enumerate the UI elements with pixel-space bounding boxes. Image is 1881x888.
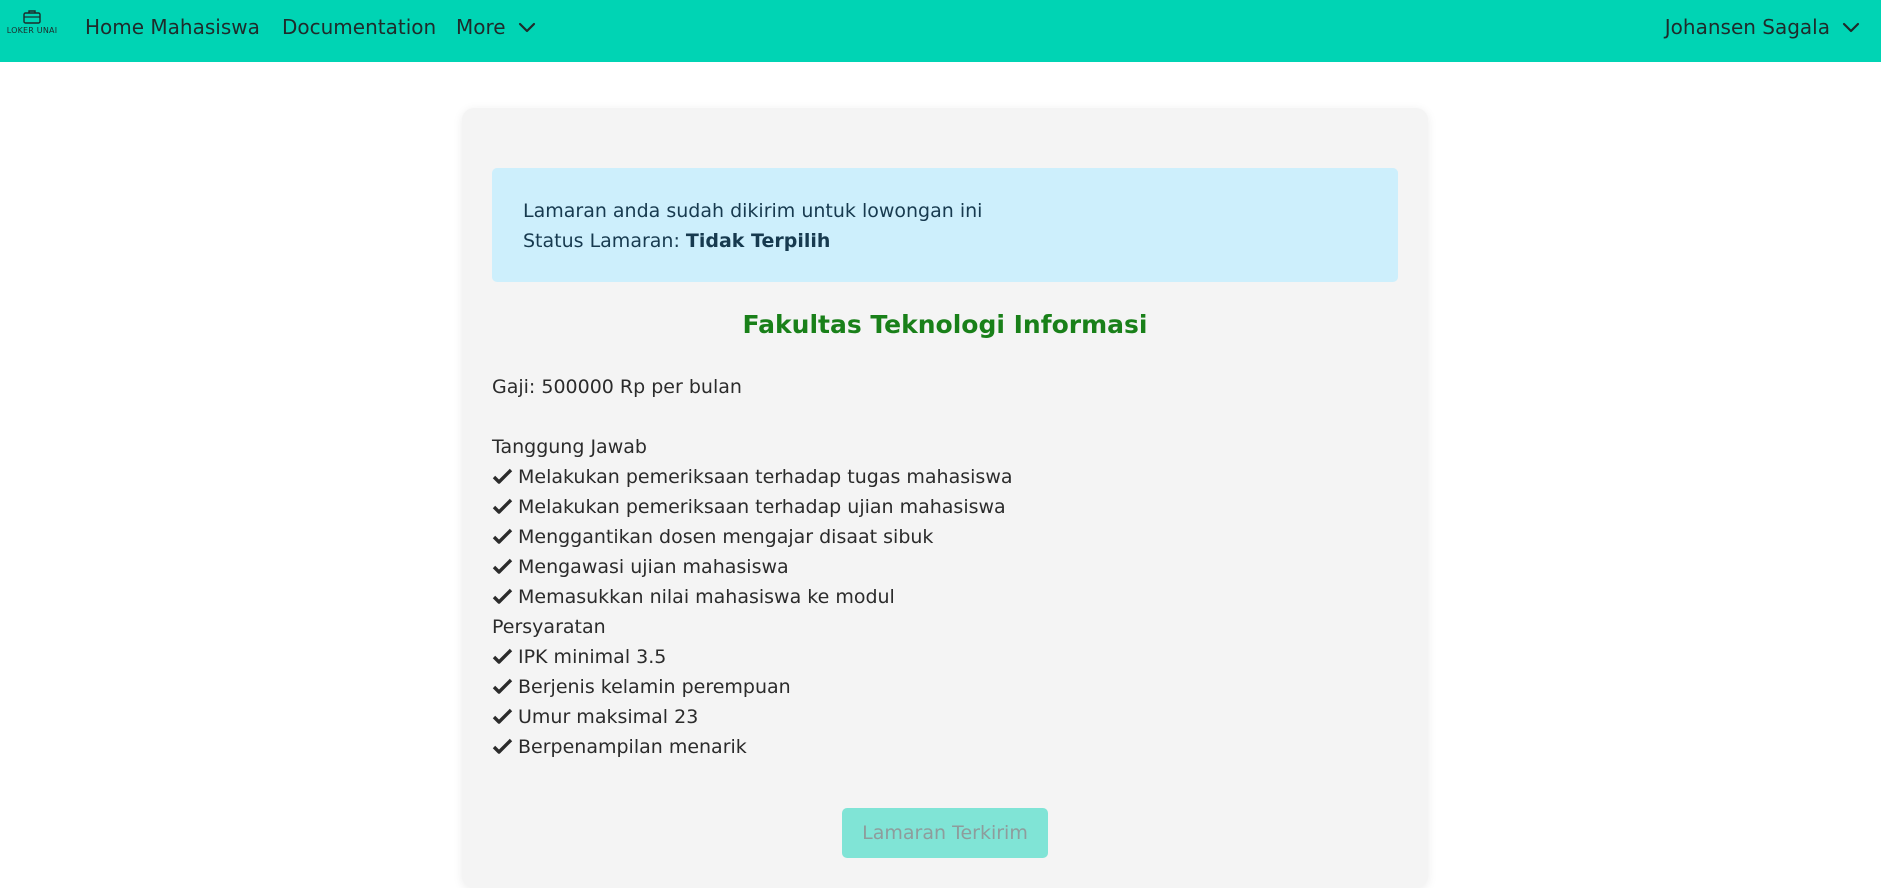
nav-documentation[interactable]: Documentation [282, 15, 437, 39]
list-item [492, 672, 1392, 702]
responsibilities-section [492, 432, 1392, 612]
app-logo[interactable] [8, 9, 56, 41]
responsibility-text: Memasukkan nilai mahasiswa ke modul [518, 586, 895, 608]
responsibility-text: Melakukan pemeriksaan terhadap tugas mahasiswa [518, 466, 1013, 488]
check-icon [492, 588, 514, 606]
list-item [492, 492, 1392, 522]
check-icon [492, 498, 514, 516]
chevron-down-icon [518, 14, 536, 40]
requirements-heading: Persyaratan [492, 616, 606, 638]
nav-more-dropdown[interactable] [456, 14, 536, 40]
check-icon [492, 738, 514, 756]
status-value: Tidak Terpilih [685, 230, 831, 252]
briefcase-icon [22, 9, 42, 25]
chevron-down-icon [1842, 14, 1860, 40]
responsibilities-heading: Tanggung Jawab [492, 436, 647, 458]
list-item [492, 702, 1392, 732]
nav-home-mahasiswa[interactable]: Home Mahasiswa [85, 15, 260, 39]
check-icon [492, 678, 514, 696]
alert-status-line [523, 226, 1367, 256]
list-item [492, 462, 1392, 492]
list-item [492, 552, 1392, 582]
status-label: Status Lamaran: [523, 230, 686, 252]
requirement-text: Umur maksimal 23 [518, 706, 699, 728]
responsibility-text: Menggantikan dosen mengajar disaat sibuk [518, 526, 934, 548]
user-menu-dropdown[interactable] [1665, 14, 1860, 40]
list-item [492, 642, 1392, 672]
list-item [492, 582, 1392, 612]
requirement-text: IPK minimal 3.5 [518, 646, 667, 668]
alert-message: Lamaran anda sudah dikirim untuk lowongan ini [523, 200, 983, 222]
list-item [492, 522, 1392, 552]
logo-text: LOKER UNAI [6, 26, 58, 35]
requirement-text: Berpenampilan menarik [518, 736, 747, 758]
salary-text: Gaji: 500000 Rp per bulan [492, 376, 742, 398]
check-icon [492, 528, 514, 546]
job-card [462, 108, 1428, 888]
list-item [492, 732, 1392, 762]
requirements-section [492, 612, 1392, 762]
check-icon [492, 648, 514, 666]
check-icon [492, 468, 514, 486]
responsibility-text: Mengawasi ujian mahasiswa [518, 556, 789, 578]
job-title: Fakultas Teknologi Informasi [742, 310, 1148, 339]
navbar [0, 0, 1881, 62]
nav-more-label: More [456, 15, 506, 39]
application-sent-button[interactable]: Lamaran Terkirim [842, 808, 1048, 858]
application-status-alert [492, 168, 1398, 282]
requirement-text: Berjenis kelamin perempuan [518, 676, 791, 698]
check-icon [492, 708, 514, 726]
responsibility-text: Melakukan pemeriksaan terhadap ujian mahasiswa [518, 496, 1006, 518]
check-icon [492, 558, 514, 576]
user-name: Johansen Sagala [1664, 15, 1830, 39]
